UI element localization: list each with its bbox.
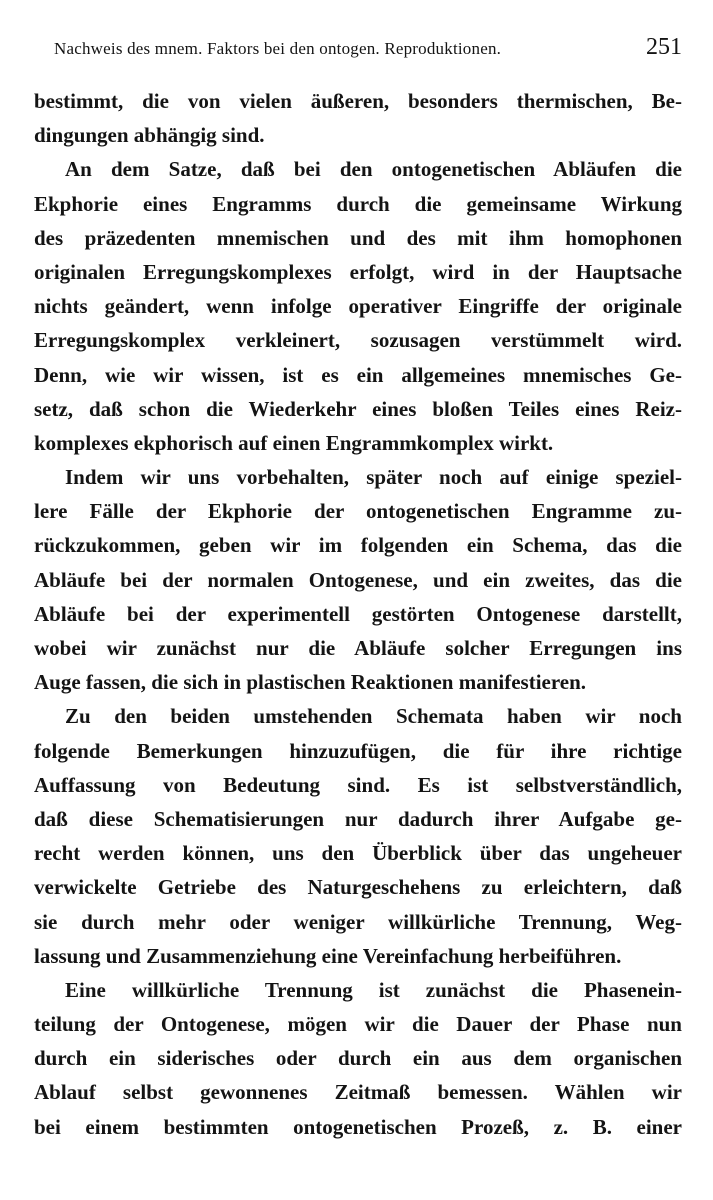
running-head-title: Nachweis des mnem. Faktors bei den ontogen. Reproduktionen. [54,39,502,58]
text-line: Eine willkürliche Trennung ist zunächst die Phasenein- [65,977,682,1002]
text-line: komplexes ekphorisch auf einen Engrammkomplex wirkt. [34,430,554,455]
page-number: 251 [646,34,682,60]
text-line: wobei wir zunächst nur die Abläufe solcher Erregungen ins [34,636,682,660]
text-line: teilung der Ontogenese, mögen wir die Dauer der Phase nun [34,1012,682,1037]
text-line: verwickelte Getriebe des Naturgeschehens zu erleichtern, daß [34,875,682,900]
text-line: setz, daß schon die Wiederkehr eines bloßen Teiles eines Reiz- [34,396,682,421]
text-line: Denn, wie wir wissen, ist es ein allgemeines mnemisches Ge- [34,362,682,387]
text-line: rückzukommen, geben wir im folgenden ein Schema, das die [34,533,682,558]
text-line: lassung und Zusammenziehung eine Vereinfachung herbeiführen. [34,943,622,968]
text-line: Auge fassen, die sich in plastischen Reaktionen manifestieren. [34,670,587,695]
text-line: folgende Bemerkungen hinzuzufügen, die für ihre richtige [34,738,682,763]
text-line: Abläufe bei der normalen Ontogenese, und ein zweites, das die [34,567,682,592]
text-line: Zu den beiden umstehenden Schemata haben wir noch [65,704,682,729]
running-head [34,34,682,64]
body-text [34,84,682,1144]
paragraph [34,699,682,973]
text-line: nichts geändert, wenn infolge operativer Eingriffe der originale [34,294,682,319]
text-line: Auffassung von Bedeutung sind. Es ist selbstverständlich, [34,772,682,797]
paragraph [34,973,682,1144]
text-line: des präzedenten mnemischen und des mit ihm homophonen [34,225,682,250]
text-line: durch ein siderisches oder durch ein aus dem organischen [34,1046,682,1071]
text-line: lere Fälle der Ekphorie der ontogenetischen Engramme zu- [34,499,682,524]
text-line: Abläufe bei der experimentell gestörten Ontogenese darstellt, [34,601,682,626]
text-line: daß diese Schematisierungen nur dadurch ihrer Aufgabe ge- [34,806,682,831]
paragraph [34,152,682,460]
text-line: bei einem bestimmten ontogenetischen Prozeß, z. B. einer [34,1114,682,1139]
text-line: sie durch mehr oder weniger willkürliche Trennung, Weg- [34,909,682,934]
paragraph-continued [34,84,682,152]
text-line: Indem wir uns vorbehalten, später noch auf einige speziel- [65,465,682,490]
text-line: originalen Erregungskomplexes erfolgt, wird in der Hauptsache [34,259,682,284]
paragraph [34,460,682,699]
text-line: bestimmt, die von vielen äußeren, besonders thermischen, Be- [34,89,682,113]
text-line: Ablauf selbst gewonnenes Zeitmaß bemessen. Wählen wir [34,1080,682,1105]
text-line: Erregungskomplex verkleinert, sozusagen verstümmelt wird. [34,328,682,353]
text-line: Ekphorie eines Engramms durch die gemeinsame Wirkung [34,191,682,216]
text-line: recht werden können, uns den Überblick über das ungeheuer [34,841,682,866]
text-line: dingungen abhängig sind. [34,123,265,148]
text-line: An dem Satze, daß bei den ontogenetischen Abläufen die [65,157,682,182]
